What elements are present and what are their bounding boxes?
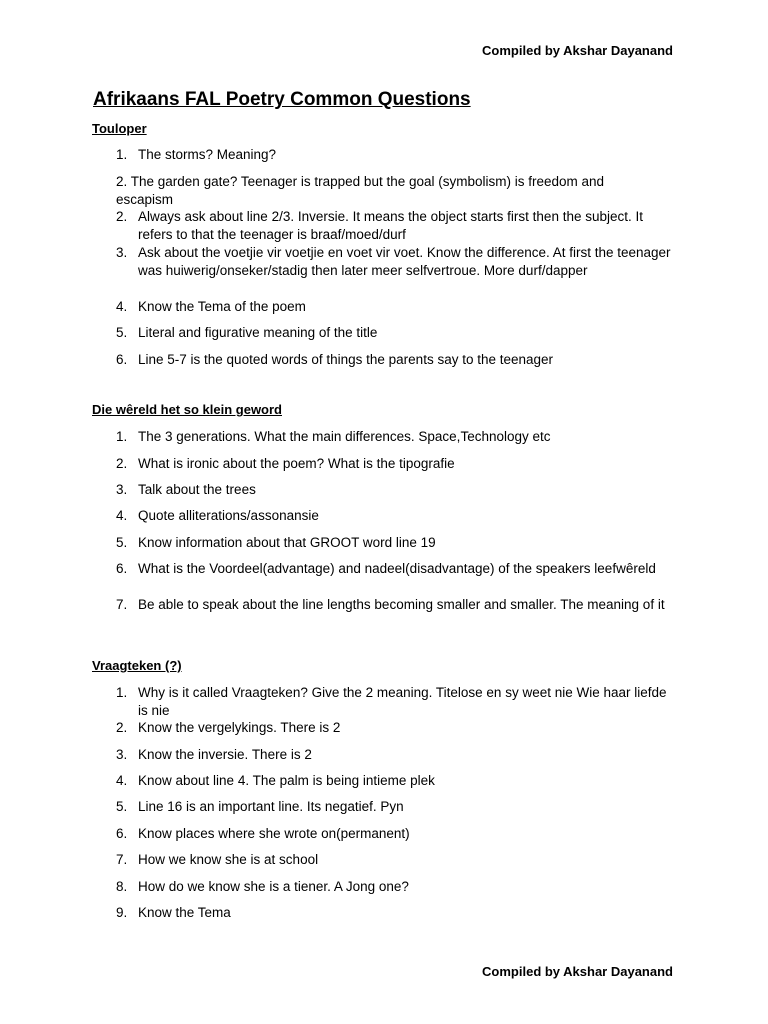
list-item-number: 3.: [116, 482, 128, 497]
list-item-number: 6.: [116, 826, 128, 841]
list-item: [116, 772, 676, 790]
list-item-number: 7.: [116, 597, 128, 612]
list-item-number: 6.: [116, 561, 128, 576]
list-item-number: 2.: [116, 456, 128, 471]
list-item-text: Always ask about line 2/3. Inversie. It means the object starts first then the subject. It refers to that the teenager is braaf/moed/durf: [138, 209, 643, 242]
list-item: [116, 324, 676, 342]
section-title-vraagteken: Vraagteken (?): [92, 658, 182, 673]
list-item: [116, 507, 676, 525]
list-item: [116, 560, 676, 578]
list-item-text: The storms? Meaning?: [138, 147, 277, 162]
list-item-number: 4.: [116, 299, 128, 314]
list-item: [116, 351, 676, 369]
list-item: [116, 455, 676, 473]
header-compiled-by: Compiled by Akshar Dayanand: [482, 43, 673, 58]
list-item-text: Line 16 is an important line. Its negatief. Pyn: [138, 799, 404, 814]
list-item-text: Literal and figurative meaning of the title: [138, 325, 378, 340]
list-item-number: 1.: [116, 429, 128, 444]
list-item-text: Talk about the trees: [138, 482, 256, 497]
document-title: Afrikaans FAL Poetry Common Questions: [93, 89, 471, 110]
list-item: [116, 825, 676, 843]
list-item-number: 6.: [116, 352, 128, 367]
list-item-number: 1.: [116, 685, 128, 700]
list-item: [116, 244, 676, 279]
list-item: [116, 719, 676, 737]
section-title-die-wereld: Die wêreld het so klein geword: [92, 402, 282, 417]
list-item-text: Know the vergelykings. There is 2: [138, 720, 341, 735]
footer-compiled-by: Compiled by Akshar Dayanand: [482, 964, 673, 979]
list-item-text: What is ironic about the poem? What is the tipografie: [138, 456, 455, 471]
list-item: [116, 298, 676, 316]
list-item-number: 8.: [116, 879, 128, 894]
list-item-text: How do we know she is a tiener. A Jong one?: [138, 879, 409, 894]
list-item-plain: 2. The garden gate? Teenager is trapped but the goal (symbolism) is freedom and escapism: [116, 174, 605, 207]
list-item-number: 3.: [116, 747, 128, 762]
list-item-number: 2.: [116, 720, 128, 735]
list-item-number: 7.: [116, 852, 128, 867]
list-item-number: 9.: [116, 905, 128, 920]
list-item: [116, 904, 676, 922]
list-item-number: 4.: [116, 508, 128, 523]
list-item: [116, 684, 676, 719]
list-item: [116, 851, 676, 869]
list-item-number: 3.: [116, 245, 128, 260]
list-item-text: Know the Tema: [138, 905, 231, 920]
list-item-text: Know the inversie. There is 2: [138, 747, 312, 762]
list-item-text: Know the Tema of the poem: [138, 299, 306, 314]
list-item: [116, 746, 676, 764]
list-item-text: Line 5-7 is the quoted words of things the parents say to the teenager: [138, 352, 554, 367]
list-item-text: Ask about the voetjie vir voetjie en voet vir voet. Know the difference. At first the teenager was huiwerig/onseker/stadig then later meer selfvertroue. More durf/dapper: [138, 245, 671, 278]
list-item-text: Be able to speak about the line lengths becoming smaller and smaller. The meaning of it: [138, 597, 665, 612]
list-item: [116, 481, 676, 499]
list-item-text: Quote alliterations/assonansie: [138, 508, 319, 523]
list-item-number: 4.: [116, 773, 128, 788]
list-item-text: Why is it called Vraagteken? Give the 2 meaning. Titelose en sy weet nie Wie haar liefde is nie: [138, 685, 667, 718]
list-item-text: Know information about that GROOT word line 19: [138, 535, 436, 550]
list-item-text: How we know she is at school: [138, 852, 319, 867]
list-item-number: 1.: [116, 147, 128, 162]
list-item: [116, 428, 676, 446]
list-item-text: The 3 generations. What the main differences. Space,Technology etc: [138, 429, 551, 444]
list-item: [116, 878, 676, 896]
list-item-number: 5.: [116, 325, 128, 340]
list-item-text: Know places where she wrote on(permanent): [138, 826, 410, 841]
section-title-touloper: Touloper: [92, 121, 147, 136]
list-item-text: What is the Voordeel(advantage) and nadeel(disadvantage) of the speakers leefwêreld: [138, 561, 656, 576]
list-item: [116, 146, 676, 164]
list-item: [116, 534, 676, 552]
list-item-number: 2.: [116, 209, 128, 224]
list-item: [116, 208, 676, 243]
list-item-number: 5.: [116, 535, 128, 550]
list-item-number: 5.: [116, 799, 128, 814]
list-item-text: Know about line 4. The palm is being intieme plek: [138, 773, 435, 788]
list-item: [116, 798, 676, 816]
list-item: [116, 596, 676, 614]
